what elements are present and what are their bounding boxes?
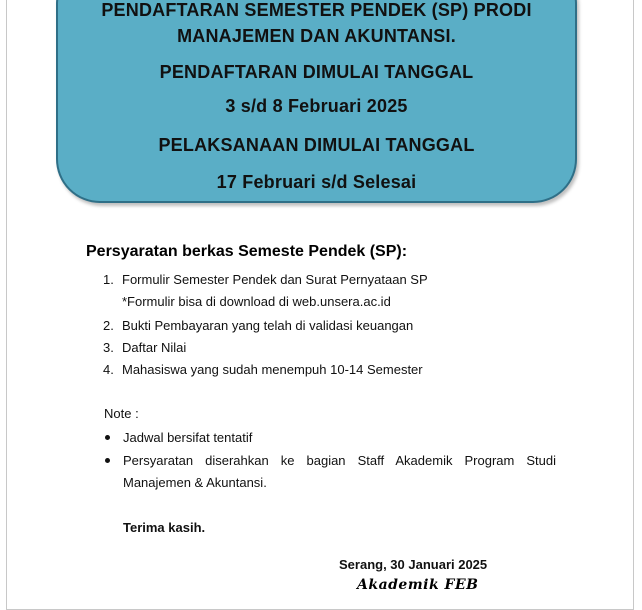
registration-heading: PENDAFTARAN DIMULAI TANGGAL — [159, 62, 474, 82]
requirement-item-1: Formulir Semester Pendek dan Surat Pernyataan SP — [122, 272, 428, 287]
implementation-dates: 17 Februari s/d Selesai — [216, 172, 417, 192]
requirement-number: 3. — [103, 340, 114, 355]
requirement-item-4: Mahasiswa yang sudah menempuh 10-14 Semester — [122, 362, 423, 377]
bullet-icon — [105, 435, 110, 440]
bullet-icon — [105, 458, 110, 463]
requirement-number: 1. — [103, 272, 114, 287]
requirement-item-1-note: *Formulir bisa di download di web.unsera.ac.id — [122, 294, 391, 309]
closing-text: Terima kasih. — [123, 520, 206, 535]
requirement-number: 2. — [103, 318, 114, 333]
signature-place-date: Serang, 30 Januari 2025 — [339, 557, 488, 572]
implementation-heading: PELAKSANAAN DIMULAI TANGGAL — [158, 135, 475, 155]
note-label: Note : — [104, 406, 139, 421]
note-bullet-2: Persyaratan diserahkan ke bagian Staff Akademik Program Studi — [123, 453, 556, 468]
requirement-number: 4. — [103, 362, 114, 377]
requirement-item-2: Bukti Pembayaran yang telah di validasi keuangan — [122, 318, 414, 333]
signature-name: Akademik FEB — [357, 577, 479, 593]
banner-title-line-1: PENDAFTARAN SEMESTER PENDEK (SP) PRODI — [101, 0, 532, 20]
note-bullet-1: Jadwal bersifat tentatif — [123, 430, 253, 445]
note-bullet-2-continued: Manajemen & Akuntansi. — [123, 475, 267, 490]
banner-title-line-2: MANAJEMEN DAN AKUNTANSI. — [177, 26, 456, 46]
registration-dates: 3 s/d 8 Februari 2025 — [225, 96, 408, 116]
requirement-item-3: Daftar Nilai — [122, 340, 187, 355]
requirements-title: Persyaratan berkas Semeste Pendek (SP): — [86, 243, 408, 260]
